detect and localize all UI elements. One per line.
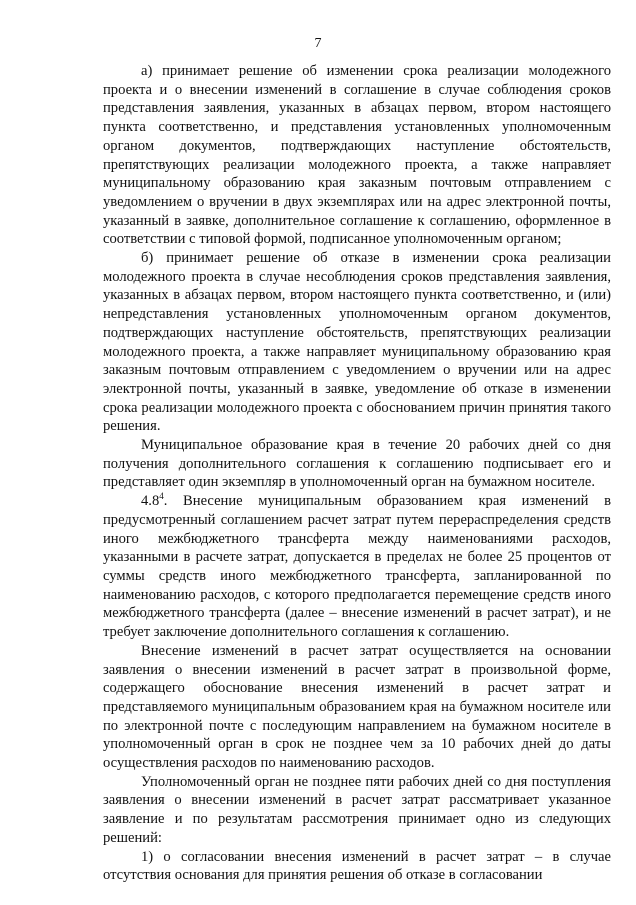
clause-number-superscript: 4 xyxy=(159,491,164,502)
document-body xyxy=(103,62,611,885)
clause-text: . Внесение муниципальным образованием края изменений в предусмотренный соглашением расчет затрат путем перераспределения средств иного межбюджетного трансферта между наименованиями расходов, указанными в расчете затрат, допускается в пределах не более 25 процентов от суммы средств иного межбюджетного трансферта, запланированной по наименованию расходов, с которого предполагается перемещение средств иного межбюджетного трансферта (далее – внесение изменений в расчет затрат), и не требует заключение дополнительного соглашения к соглашению. xyxy=(103,493,611,641)
clause-number: 4.8 xyxy=(141,493,160,510)
paragraph-authority-review: Уполномоченный орган не позднее пяти рабочих дней со дня поступления заявления о внесении изменений в расчет затрат рассматривает указанное заявление и по результатам рассмотрения принимает одно из следующих решений: xyxy=(103,773,611,846)
paragraph-item-1-approval: 1) о согласовании внесения изменений в расчет затрат – в случае отсутствия основания для принятия решения об отказе в согласовании xyxy=(103,848,611,884)
page-number: 7 xyxy=(314,36,322,51)
paragraph-a-decision-change-term: а) принимает решение об изменении срока реализации молодежного проекта и о внесении изменений в соглашение в случае соблюдения сроков представления заявления, указанных в абзацах первом, втором настоящего пункта соответственно, и представления установленных уполномоченным органом документов, подтверждающих наступление обстоятельств, препятствующих реализации молодежного проекта, а также направляет муниципальному образованию края заказным почтовым отправлением с уведомлением о вручении в двух экземплярах или на адрес электронной почты, указанный в заявке, дополнительное соглашение к соглашению, оформленное в соответствии с типовой формой, подписанное уполномоченным органом; xyxy=(103,63,611,248)
paragraph-municipality-signs-agreement: Муниципальное образование края в течение 20 рабочих дней со дня получения дополнительного соглашения к соглашению подписывает его и представляет один экземпляр в уполномоченный орган на бумажном носителе. xyxy=(103,437,611,491)
paragraph-b-decision-refuse-change: б) принимает решение об отказе в изменении срока реализации молодежного проекта в случае несоблюдения сроков представления заявления, указанных в абзацах первом, втором настоящего пункта соответственно, и (или) непредставления установленных уполномоченным органом документов, подтверждающих наступление обстоятельств, препятствующих реализации молодежного проекта, а также направляет муниципальному образованию края заказным почтовым отправлением с уведомлением о вручении или на адрес электронной почты, указанный в заявке, уведомление об отказе в изменении срока реализации молодежного проекта с обоснованием причин принятия такого решения. xyxy=(103,250,611,435)
paragraph-cost-change-application: Внесение изменений в расчет затрат осуществляется на основании заявления о внесении изменений в расчет затрат в произвольной форме, содержащего обоснование внесения изменений в расчет затрат и представляемого муниципальным образованием края на бумажном носителе или по электронной почте с последующим направлением на бумажном носителе в уполномоченный орган в срок не позднее чем за 10 рабочих дней до даты осуществления расходов по наименованию расходов. xyxy=(103,642,611,772)
paragraph-clause-4-8-4 xyxy=(103,492,611,642)
